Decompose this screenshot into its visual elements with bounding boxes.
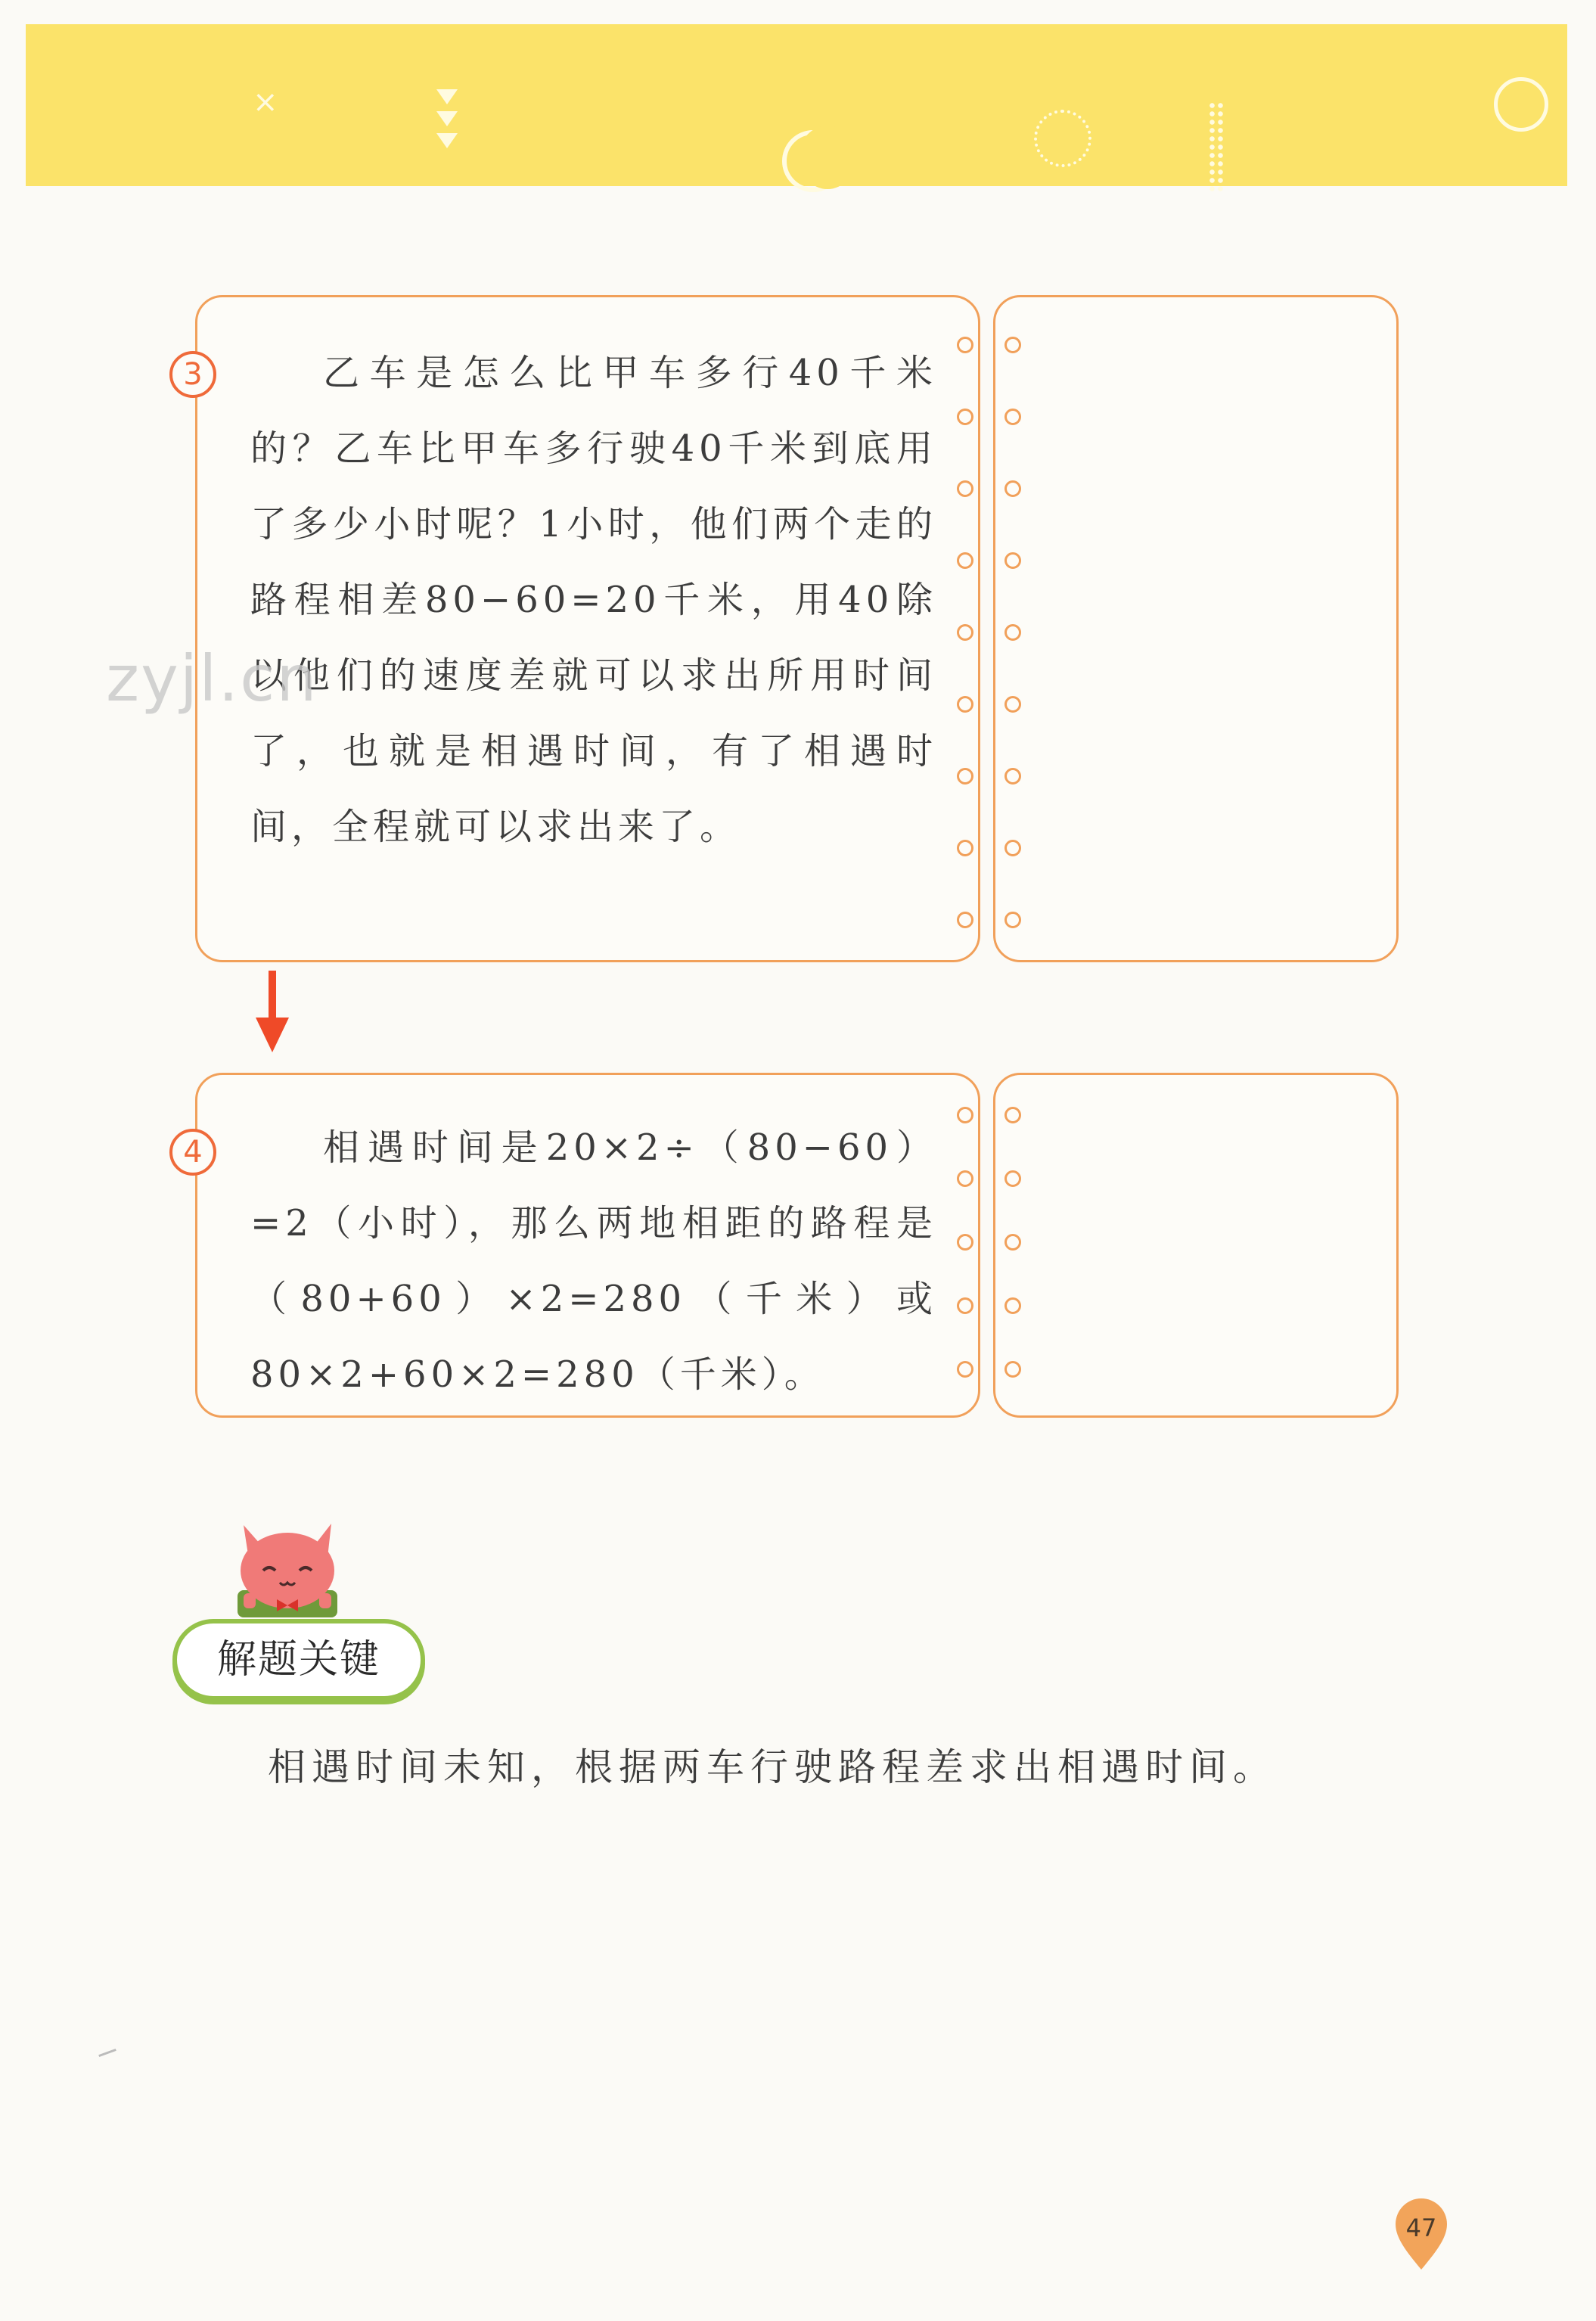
step3-text: 乙车是怎么比甲车多行40千米的？乙车比甲车多行驶40千米到底用了多少小时呢？1小时，他们两个走的路程相差80−60=20千米，用40除以他们的速度差就可以求出所用时间了，也就是相遇时间，有了相遇时间，全程就可以求出来了。	[250, 352, 937, 848]
key-point-tag	[172, 1619, 425, 1701]
triangles-decoration-icon	[432, 89, 462, 155]
step4-text: 相遇时间是20×2÷（80−60）=2（小时），那么两地相距的路程是（80+60）×2=280（千米）或80×2+60×2=280（千米）。	[250, 1126, 937, 1396]
key-point-text: 相遇时间未知，根据两车行驶路程差求出相遇时间。	[268, 1745, 1277, 1789]
step4-card	[195, 1073, 980, 1418]
step3-notes-card	[993, 295, 1399, 962]
scribble-mark	[98, 2049, 116, 2057]
moon-decoration-icon	[782, 130, 824, 191]
step3-card	[195, 295, 980, 962]
key-point-tag-label: 解题关键	[216, 1637, 380, 1682]
cat-mascot-icon	[227, 1521, 348, 1619]
step4-number-badge: 4	[169, 1129, 216, 1176]
page-number: 47	[1405, 2214, 1437, 2242]
step4-notes-card	[993, 1073, 1399, 1418]
dots-decoration-icon	[1208, 101, 1225, 192]
dashed-circle-decoration-icon	[1034, 110, 1091, 167]
header-band	[26, 24, 1567, 186]
ring-decoration-icon	[1494, 77, 1548, 132]
cross-decoration-icon: ×	[253, 85, 278, 120]
watermark: zyjl.cn	[106, 642, 318, 716]
down-arrow-icon	[257, 971, 287, 1054]
step3-number-badge: 3	[169, 351, 216, 398]
